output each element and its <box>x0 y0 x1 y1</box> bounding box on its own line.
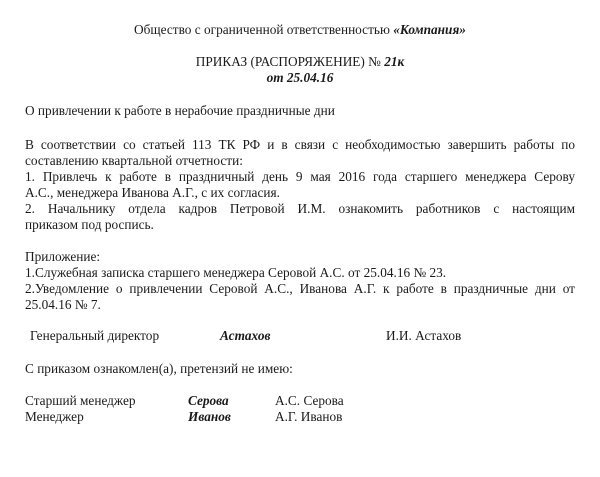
signatory-name: А.Г. Иванов <box>275 409 343 424</box>
body-line: А.С., менеджера Иванова А.Г., с их согласия. <box>25 185 280 200</box>
order-title <box>0 54 600 70</box>
signatory-position: Старший менеджер <box>25 393 136 408</box>
attachment-line: 1.Служебная записка старшего менеджера Серовой А.С. от 25.04.16 № 23. <box>25 265 447 280</box>
body-line: составлению квартальной отчетности: <box>25 153 243 168</box>
attachment-line: 2.Уведомление о привлечении Серовой А.С., Иванова А.Г. к работе в праздничные дни от <box>25 281 575 296</box>
signatory-signature: Серова <box>188 393 229 408</box>
company-name: «Компания» <box>393 22 466 37</box>
director-signature: Астахов <box>220 328 271 343</box>
attachments-heading: Приложение: <box>25 249 101 264</box>
director-position: Генеральный директор <box>30 328 160 343</box>
director-name: И.И. Астахов <box>386 328 462 343</box>
signatory-name: А.С. Серова <box>275 393 344 408</box>
attachment-line: 25.04.16 № 7. <box>25 297 101 312</box>
org-header <box>0 22 600 38</box>
signatory-position: Менеджер <box>25 409 84 424</box>
acknowledgement: С приказом ознакомлен(а), претензий не имею: <box>25 361 293 376</box>
order-subject: О привлечении к работе в нерабочие праздничные дни <box>25 103 335 118</box>
body-line: приказом под роспись. <box>25 217 154 232</box>
signatory-signature: Иванов <box>188 409 231 424</box>
body-line: В соответствии со статьей 113 ТК РФ и в связи с необходимостью завершить работы по <box>25 137 575 152</box>
org-prefix: Общество с ограниченной ответственностью <box>134 22 390 37</box>
body-line: 2. Начальнику отдела кадров Петровой И.М. ознакомить работников с настоящим <box>25 201 575 216</box>
body-line: 1. Привлечь к работе в праздничный день 9 мая 2016 года старшего менеджера Серову <box>25 169 575 184</box>
order-date: от 25.04.16 <box>266 70 334 85</box>
order-number: 21к <box>384 54 405 69</box>
order-label: ПРИКАЗ (РАСПОРЯЖЕНИЕ) № <box>195 54 381 69</box>
